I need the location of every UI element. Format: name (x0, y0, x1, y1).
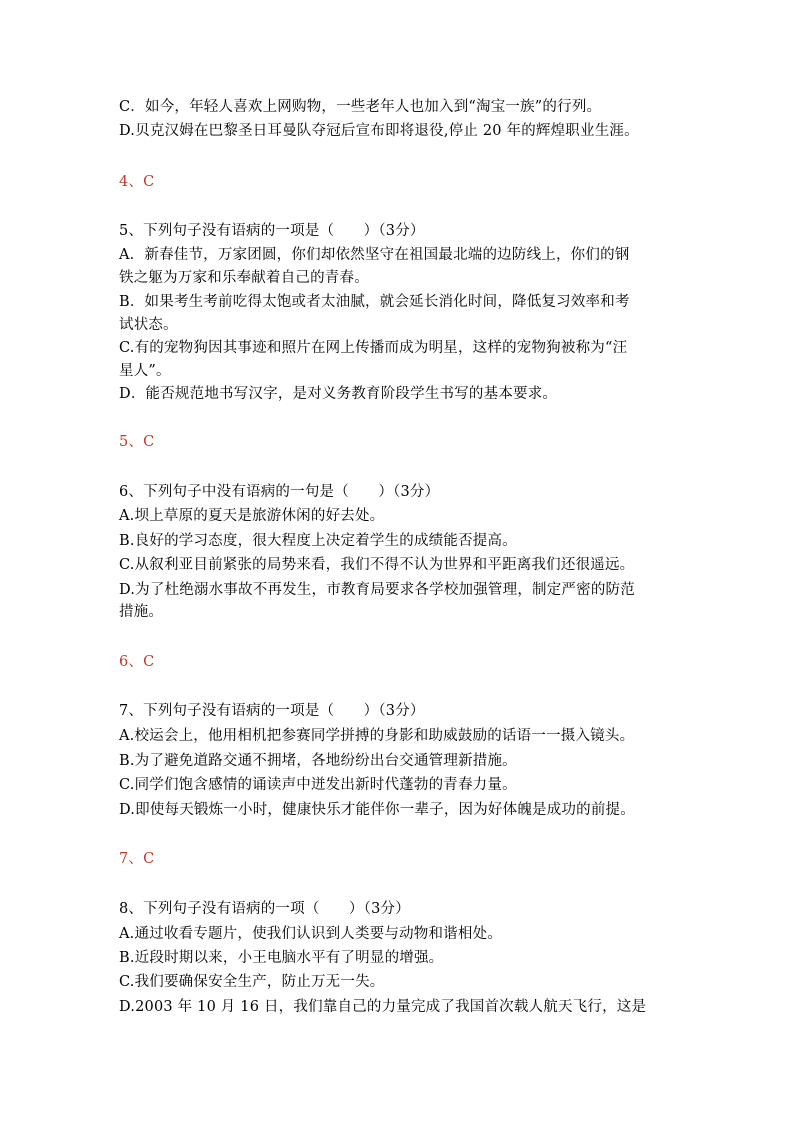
text-line: C.有的宠物狗因其事迹和照片在网上传播而成为明星，这样的宠物狗被称为“汪 (119, 340, 628, 356)
answer-line: 4、C (119, 174, 155, 190)
text-line: C．如今，年轻人喜欢上网购物，一些老年人也加入到“淘宝一族”的行列。 (119, 99, 602, 115)
text-line: C.同学们饱含感情的诵读声中迸发出新时代蓬勃的青春力量。 (119, 777, 517, 793)
text-line: D.2003 年 10 月 16 日，我们靠自己的力量完成了我国首次载人航天飞行，这是 (119, 999, 647, 1015)
text-line: 试状态。 (119, 317, 178, 333)
question-line: 7、下列句子没有语病的一项是（ ）（3分） (119, 703, 425, 719)
text-line: D.为了杜绝溺水事故不再发生，市教育局要求各学校加强管理，制定严密的防范 (119, 582, 635, 598)
text-line: D.贝克汉姆在巴黎圣日耳曼队夺冠后宣布即将退役,停止 20 年的辉煌职业生涯。 (119, 123, 639, 139)
answer-line: 7、C (119, 851, 155, 867)
answer-line: 5、C (119, 434, 155, 450)
text-line: 措施。 (119, 604, 164, 620)
text-line: A.校运会上，他用相机把参赛同学拼搏的身影和助威鼓励的话语一一摄入镜头。 (119, 728, 635, 744)
text-line: A．新春佳节，万家团圆，你们却依然坚守在祖国最北端的边防线上，你们的钢 (119, 247, 630, 263)
text-line: C.我们要确保安全生产，防止万无一失。 (119, 974, 385, 990)
text-line: 星人”。 (119, 363, 171, 379)
question-line: 8、下列句子没有语病的一项（ ）（3分） (119, 901, 410, 917)
question-line: 5、下列句子没有语病的一项是（ ）（3分） (119, 223, 425, 239)
text-line: B.良好的学习态度，很大程度上决定着学生的成绩能否提高。 (119, 533, 517, 549)
text-line: B．如果考生考前吃得太饱或者太油腻，就会延长消化时间，降低复习效率和考 (119, 294, 630, 310)
text-line: B.为了避免道路交通不拥堵，各地纷纷出台交通管理新措施。 (119, 753, 517, 769)
answer-line: 6、C (119, 654, 155, 670)
text-line: A.坝上草原的夏天是旅游休闲的好去处。 (119, 508, 385, 524)
text-line: D.即使每天锻炼一小时，健康快乐才能伴你一辈子，因为好体魄是成功的前提。 (119, 802, 635, 818)
text-line: D．能否规范地书写汉字，是对义务教育阶段学生书写的基本要求。 (119, 386, 558, 402)
text-line: 铁之躯为万家和乐奉献着自己的青春。 (119, 270, 369, 286)
text-line: B.近段时期以来，小王电脑水平有了明显的增强。 (119, 950, 444, 966)
question-line: 6、下列句子中没有语病的一句是（ ）（3分） (119, 484, 440, 500)
text-line: C.从叙利亚目前紧张的局势来看，我们不得不认为世界和平距离我们还很遥远。 (119, 557, 635, 573)
text-line: A.通过收看专题片，使我们认识到人类要与动物和谐相处。 (119, 926, 502, 942)
